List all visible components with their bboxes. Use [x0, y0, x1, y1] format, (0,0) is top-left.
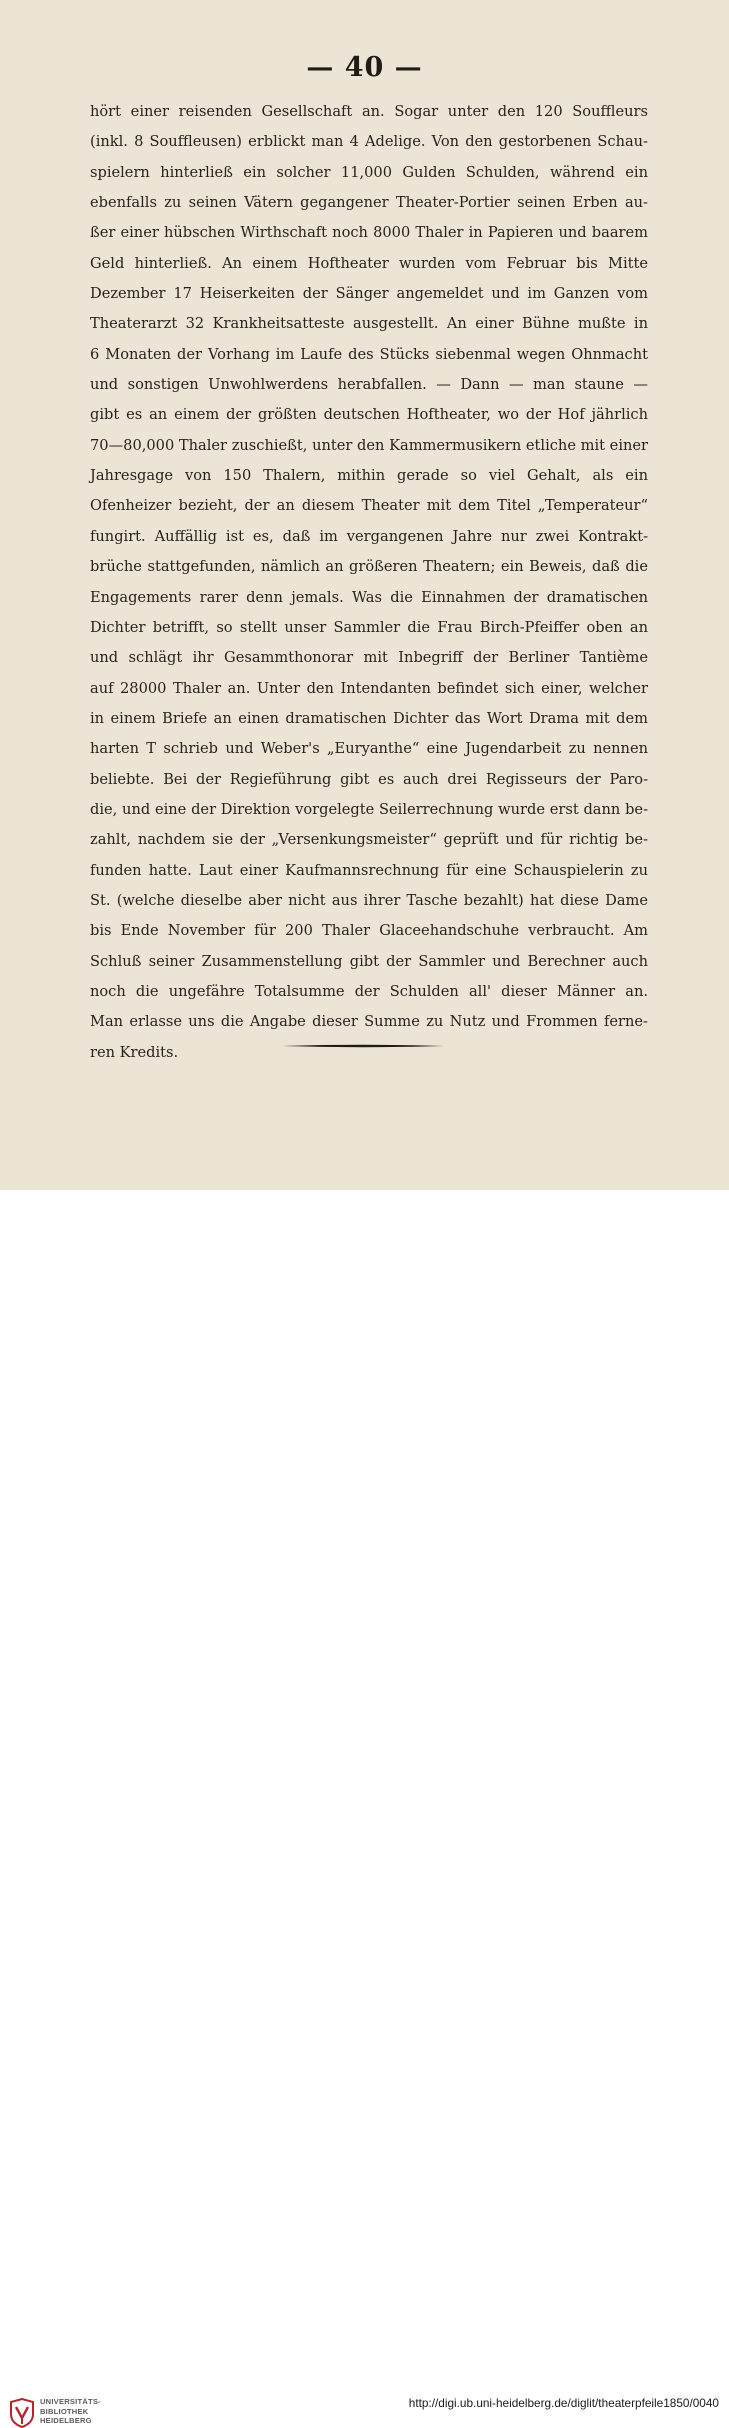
text-line: und sonstigen Unwohlwerdens herabfallen. — Dann — man staune — — [90, 376, 648, 394]
text-line: und schlägt ihr Gesammthonorar mit Inbegriff der Berliner Tantième — [90, 649, 648, 667]
text-line: Dichter betrifft, so stellt unser Sammler die Frau Birch-Pfeiffer oben an — [90, 618, 648, 636]
text-line: hört einer reisenden Gesellschaft an. Sogar unter den 120 Souffleurs — [90, 103, 648, 120]
text-line: noch die ungefähre Totalsumme der Schulden all' dieser Männer an. — [90, 982, 648, 1000]
library-name-line: HEIDELBERG — [40, 2416, 92, 2426]
permalink-url[interactable]: http://digi.ub.uni-heidelberg.de/diglit/theaterpfeile1850/0040 — [408, 2396, 719, 2410]
text-line: in einem Briefe an einen dramatischen Dichter das Wort Drama mit dem — [90, 709, 648, 727]
text-line: harten T schrieb und Weber's „Euryanthe“ eine Jugendarbeit zu nennen — [90, 740, 648, 758]
text-line: ßer einer hübschen Wirthschaft noch 8000 Thaler in Papieren und baarem — [90, 224, 648, 242]
decorative-rule — [282, 1044, 444, 1048]
text-line: beliebte. Bei der Regieführung gibt es auch drei Regisseurs der Paro- — [90, 770, 648, 788]
text-line: St. (welche dieselbe aber nicht aus ihrer Tasche bezahlt) hat diese Dame — [90, 891, 648, 909]
text-line: fungirt. Auffällig ist es, daß im vergangenen Jahre nur zwei Kontrakt- — [90, 527, 648, 545]
text-line: spielern hinterließ ein solcher 11,000 Gulden Schulden, während ein — [90, 163, 648, 181]
footer — [0, 1190, 729, 2426]
body-text — [90, 97, 648, 1068]
library-logo-icon — [9, 2398, 35, 2428]
text-line: (inkl. 8 Souffleusen) erblickt man 4 Adelige. Von den gestorbenen Schau- — [90, 133, 648, 151]
text-line: ren Kredits. — [90, 1043, 179, 1061]
scanned-page — [0, 0, 729, 1190]
text-line: Schluß seiner Zusammenstellung gibt der Sammler und Berechner auch — [90, 952, 648, 970]
text-line: bis Ende November für 200 Thaler Glaceehandschuhe verbraucht. Am — [90, 922, 648, 940]
text-line: Engagements rarer denn jemals. Was die Einnahmen der dramatischen — [90, 588, 648, 606]
text-line: funden hatte. Laut einer Kaufmannsrechnung für eine Schauspielerin zu — [90, 861, 648, 879]
text-line: die, und eine der Direktion vorgelegte Seilerrechnung wurde erst dann be- — [90, 800, 648, 818]
library-name-line: UNIVERSITÄTS- — [40, 2397, 101, 2406]
text-line: Theaterarzt 32 Krankheitsatteste ausgestellt. An einer Bühne mußte in — [90, 315, 648, 333]
text-line: Geld hinterließ. An einem Hoftheater wurden vom Februar bis Mitte — [90, 254, 648, 272]
text-line: Ofenheizer bezieht, der an diesem Theater mit dem Titel „Temperateur“ — [90, 497, 648, 515]
page-number: — 40 — — [306, 52, 423, 83]
text-line: Man erlasse uns die Angabe dieser Summe zu Nutz und Frommen ferne- — [90, 1013, 648, 1031]
library-name-line: BIBLIOTHEK — [40, 2406, 89, 2416]
text-line: Dezember 17 Heiserkeiten der Sänger angemeldet und im Ganzen vom — [90, 285, 648, 303]
text-line: Jahresgage von 150 Thalern, mithin gerade so viel Gehalt, als ein — [90, 467, 648, 485]
text-line: 70—80,000 Thaler zuschießt, unter den Kammermusikern etliche mit einer — [90, 436, 648, 454]
text-line: auf 28000 Thaler an. Unter den Intendanten befindet sich einer, welcher — [90, 679, 648, 697]
text-line: 6 Monaten der Vorhang im Laufe des Stücks siebenmal wegen Ohnmacht — [90, 345, 648, 363]
text-line: gibt es an einem der größten deutschen Hoftheater, wo der Hof jährlich — [90, 406, 648, 424]
text-line: zahlt, nachdem sie der „Versenkungsmeister“ geprüft und für richtig be- — [90, 831, 648, 849]
text-line: ebenfalls zu seinen Vätern gegangener Theater-Portier seinen Erben au- — [90, 194, 648, 212]
library-name — [40, 2397, 101, 2426]
text-line: brüche stattgefunden, nämlich an größeren Theatern; ein Beweis, daß die — [90, 558, 648, 576]
